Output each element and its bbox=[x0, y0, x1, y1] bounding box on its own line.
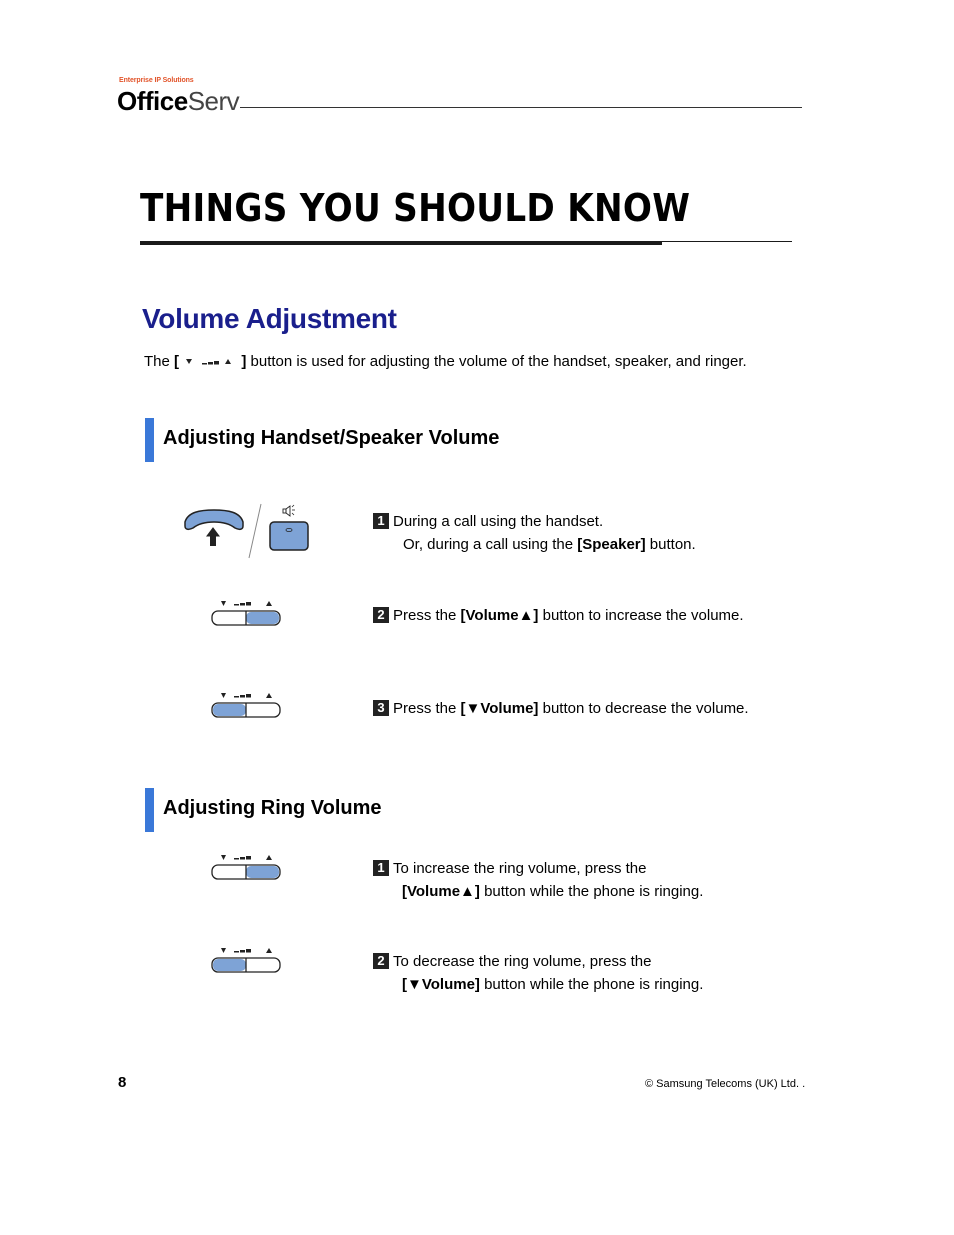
volume-down-ref: [▼Volume] bbox=[402, 976, 480, 993]
brand-tagline: Enterprise IP Solutions bbox=[119, 77, 194, 84]
subheading-ring: Adjusting Ring Volume bbox=[163, 797, 382, 819]
step-number: 3 bbox=[373, 700, 389, 716]
ring-step-1 bbox=[373, 857, 703, 903]
intro-prefix: The bbox=[144, 353, 175, 370]
step-text: Press the bbox=[393, 607, 461, 624]
handset-step-2 bbox=[373, 604, 744, 627]
volume-key-down-illustration bbox=[210, 690, 284, 720]
brand-logo bbox=[117, 86, 239, 116]
step-text: To increase the ring volume, press the bbox=[393, 860, 647, 877]
step-number: 1 bbox=[373, 860, 389, 876]
volume-down-ref: [▼Volume] bbox=[460, 700, 539, 717]
subheading-bar bbox=[145, 788, 154, 832]
step-text-line2 bbox=[373, 880, 703, 903]
step-number: 1 bbox=[373, 513, 389, 529]
title-rule-thin bbox=[662, 241, 792, 242]
speaker-key-icon bbox=[270, 505, 308, 550]
handset-icon bbox=[185, 510, 243, 546]
step-text: During a call using the handset. bbox=[393, 513, 604, 530]
intro-open: [ bbox=[174, 353, 180, 370]
intro-text bbox=[144, 353, 747, 370]
step-text: button to increase the volume. bbox=[538, 607, 744, 624]
handset-step-1 bbox=[373, 510, 696, 556]
intro-close: ] bbox=[241, 353, 247, 370]
subheading-bar bbox=[145, 418, 154, 462]
step-text: button. bbox=[645, 536, 696, 553]
section-title: Volume Adjustment bbox=[142, 303, 397, 334]
header-rule bbox=[240, 107, 802, 108]
volume-key-down-illustration bbox=[210, 945, 284, 975]
volume-up-ref: [Volume▲] bbox=[402, 883, 480, 900]
speaker-button-ref: [Speaker] bbox=[577, 536, 646, 553]
handset-speaker-illustration bbox=[182, 502, 314, 560]
copyright: © Samsung Telecoms (UK) Ltd. . bbox=[645, 1078, 806, 1090]
volume-up-ref: [Volume▲] bbox=[460, 607, 539, 624]
step-text: To decrease the ring volume, press the bbox=[393, 953, 652, 970]
intro-suffix: button is used for adjusting the volume of the handset, speaker, and ringer. bbox=[246, 353, 747, 370]
ring-step-2 bbox=[373, 950, 703, 996]
handset-step-3 bbox=[373, 697, 749, 720]
step-text: Or, during a call using the bbox=[403, 536, 578, 553]
page-title: THINGS YOU SHOULD KNOW bbox=[140, 186, 691, 230]
step-number: 2 bbox=[373, 953, 389, 969]
logo-serv: Serv bbox=[187, 86, 240, 116]
logo-office: Office bbox=[117, 86, 188, 116]
page-number: 8 bbox=[118, 1074, 127, 1091]
step-text-line2 bbox=[373, 533, 696, 556]
volume-key-up-illustration bbox=[210, 852, 284, 882]
title-rule bbox=[140, 241, 662, 245]
step-text: button while the phone is ringing. bbox=[479, 883, 704, 900]
volume-key-up-illustration bbox=[210, 598, 284, 628]
step-text: Press the bbox=[393, 700, 461, 717]
step-text: button to decrease the volume. bbox=[538, 700, 749, 717]
subheading-handset: Adjusting Handset/Speaker Volume bbox=[163, 427, 500, 449]
step-number: 2 bbox=[373, 607, 389, 623]
step-text-line2 bbox=[373, 973, 703, 996]
volume-key-icon bbox=[183, 356, 237, 368]
step-text: button while the phone is ringing. bbox=[479, 976, 704, 993]
